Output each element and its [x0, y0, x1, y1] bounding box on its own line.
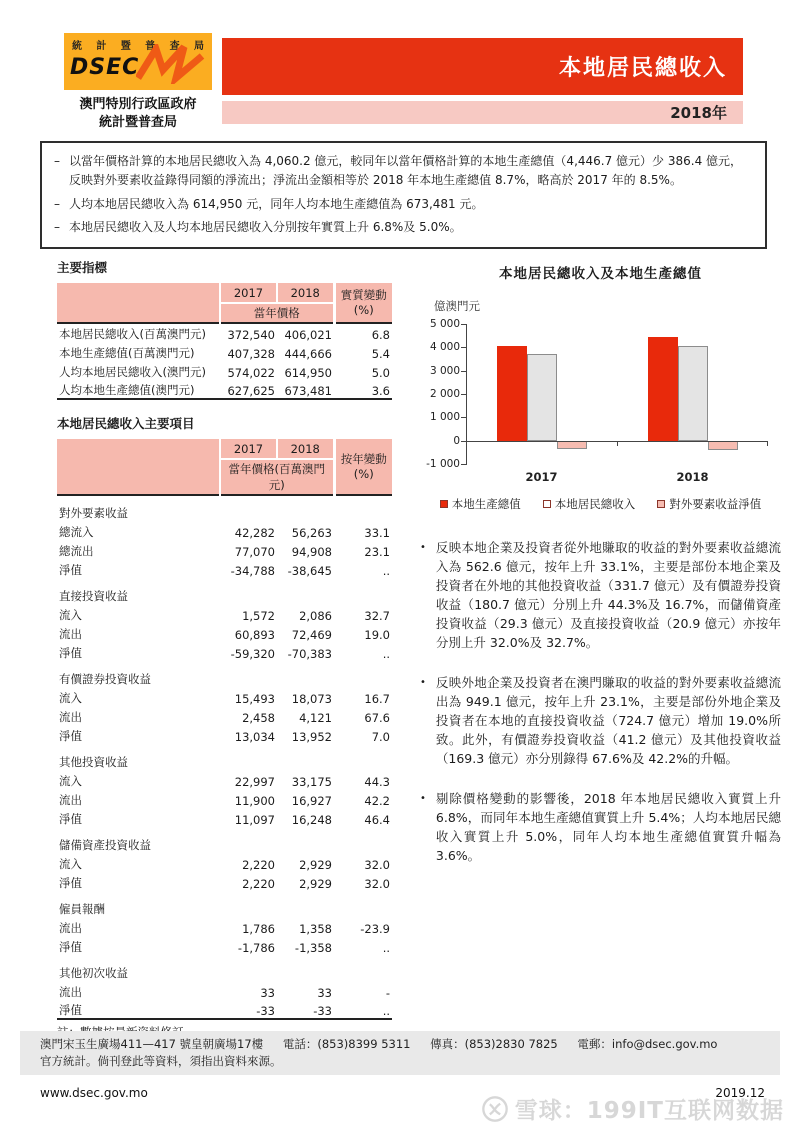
value-2018: 33	[317, 986, 332, 1000]
row-label: 流出	[59, 627, 82, 641]
table-row	[57, 361, 392, 380]
col-header-change	[334, 283, 392, 323]
row-label: 人均本地生產總值(澳門元)	[59, 383, 195, 397]
row-label: 淨值	[59, 646, 82, 660]
phone-label: 電話：	[282, 1037, 318, 1051]
analysis-bullet	[420, 789, 781, 865]
email-address: info@dsec.gov.mo	[611, 1037, 718, 1051]
summary-bullets	[54, 152, 751, 238]
table-row	[57, 521, 392, 540]
row-label: 總流出	[59, 544, 94, 558]
value-2017: 1,572	[242, 609, 275, 623]
x-category-label: 2018	[676, 470, 709, 484]
value-change: -	[385, 986, 390, 1000]
value-change: 6.8	[371, 328, 390, 342]
section-label: 對外要素收益	[59, 506, 128, 520]
table-row	[57, 540, 392, 559]
value-2018: 673,481	[284, 384, 332, 398]
y-tick-label: 2 000	[429, 388, 460, 400]
value-change: ..	[382, 941, 390, 955]
value-2017: -1,786	[237, 941, 275, 955]
row-label: 人均本地居民總收入(澳門元)	[59, 365, 206, 379]
value-2018: 94,908	[291, 545, 332, 559]
value-2017: 407,328	[227, 347, 275, 361]
issue-date: 2019.12	[715, 1086, 765, 1100]
value-2017: 372,540	[227, 328, 275, 342]
value-2018: 1,358	[299, 922, 332, 936]
y-tick-label: 5 000	[429, 318, 460, 330]
org-line1: 澳門特別行政區政府	[79, 97, 197, 112]
dash-marker: –	[54, 154, 60, 168]
chart-legend	[420, 496, 781, 512]
value-2017: 11,900	[234, 794, 275, 808]
table-row	[57, 687, 392, 706]
watermark-text: 雪球：199IT互联网数据	[514, 1098, 784, 1124]
value-change: 46.4	[364, 813, 390, 827]
value-change: 32.7	[364, 609, 390, 623]
value-2018: -70,383	[287, 647, 332, 661]
value-change: 7.0	[371, 730, 390, 744]
logo-top-char: 普	[145, 41, 156, 52]
legend-label: 本地居民總收入	[554, 497, 636, 511]
analysis-bullet-text: 反映本地企業及投資者從外地賺取的收益的對外要素收益總流入為 562.6 億元，按年上升 33.1%，主要是部份本地企業及投資者在外地的其他投資收益（331.7 億元）及有價證券投資收益（180.7 億元）分別上升 44.3%及 16.7%，而儲備資產投資收益（29.3 億元）及直接投資收益（20.9 億元）亦按年分別上升 32.0%及 32.7%。	[435, 540, 781, 650]
change-line2: (%)	[353, 302, 374, 317]
value-2018: 2,929	[299, 858, 332, 872]
value-2018: 56,263	[291, 526, 332, 540]
footer-address: 澳門宋玉生廣場411—417 號皇朝廣場17樓	[40, 1037, 264, 1051]
logo-top-char: 計	[96, 41, 107, 52]
table-row	[57, 706, 392, 725]
row-label: 淨值	[59, 1003, 82, 1017]
value-change: 44.3	[364, 775, 390, 789]
value-2017: 11,097	[234, 813, 275, 827]
value-2018: -33	[313, 1004, 332, 1018]
table-row	[57, 808, 392, 827]
table-row	[57, 917, 392, 936]
col-header-2018: 2018	[277, 439, 334, 459]
phone-number: (853)8399 5311	[317, 1037, 411, 1051]
section-label: 直接投資收益	[59, 589, 128, 603]
value-2017: -59,320	[230, 647, 275, 661]
bar-gdp	[497, 346, 527, 441]
footer-contact-box	[20, 1031, 780, 1075]
x-axis-tick	[767, 442, 768, 446]
summary-box	[40, 141, 767, 249]
summary-bullet-text: 以當年價格計算的本地居民總收入為 4,060.2 億元，較同年以當年價格計算的本地生產總值（4,446.7 億元）少 386.4 億元，反映對外要素收益錄得同額的淨流出；淨流出金額相等於 2018 年本地生產總值 8.7%，略高於 2017 年的 8.5%。	[69, 154, 743, 188]
value-2017: 1,786	[242, 922, 275, 936]
section-row	[57, 578, 392, 604]
subheader-current-prices: 當年價格(百萬澳門元)	[220, 459, 334, 495]
table-row	[57, 725, 392, 744]
table-row	[57, 642, 392, 661]
col-header-change	[334, 439, 392, 495]
value-change: 5.0	[371, 366, 390, 380]
value-2018: 16,927	[291, 794, 332, 808]
table-row	[57, 853, 392, 872]
bar-chart-plot	[426, 318, 768, 484]
section-row	[57, 955, 392, 981]
change-line2: (%)	[353, 466, 374, 481]
bar-gni	[678, 346, 708, 441]
table-row	[57, 380, 392, 399]
main-items-tbody	[57, 495, 392, 1019]
row-label: 本地居民總收入(百萬澳門元)	[59, 327, 206, 341]
y-axis-tick	[461, 371, 466, 372]
y-axis-tick	[461, 417, 466, 418]
legend-label: 本地生產總值	[451, 497, 521, 511]
value-2018: 4,121	[299, 711, 332, 725]
legend-item	[440, 496, 521, 512]
analysis-bullet	[420, 673, 781, 768]
section-label: 僱員報酬	[59, 902, 105, 916]
col-header-2017: 2017	[220, 439, 277, 459]
legend-marker	[543, 500, 551, 508]
left-column	[57, 258, 392, 1040]
y-axis-tick	[461, 324, 466, 325]
blank-header-cell	[57, 439, 220, 495]
y-axis-tick	[461, 464, 466, 465]
logo-top-char: 查	[169, 41, 180, 52]
key-indicators-tbody	[57, 323, 392, 399]
legend-label: 對外要素收益淨值	[669, 497, 762, 511]
bar-gni	[527, 354, 557, 441]
value-2017: 15,493	[234, 692, 275, 706]
row-label: 流出	[59, 710, 82, 724]
legend-marker	[657, 500, 665, 508]
y-tick-label: 0	[453, 434, 460, 447]
table-row	[57, 623, 392, 642]
row-label: 淨值	[59, 876, 82, 890]
fax-label: 傳真：	[430, 1037, 465, 1051]
value-2017: 2,220	[242, 877, 275, 891]
legend-marker	[440, 500, 448, 508]
table-row	[57, 604, 392, 623]
value-2018: 614,950	[284, 366, 332, 380]
value-2017: 13,034	[234, 730, 275, 744]
analysis-bullet-text: 剔除價格變動的影響後，2018 年本地居民總收入實質上升 6.8%，而同年本地生產總值實質上升 5.4%；人均本地居民總收入實質上升 5.0%，同年人均本地生產總值實質升幅為 3.6%。	[435, 791, 781, 863]
analysis-bullets	[420, 538, 781, 865]
title-banner	[222, 38, 743, 95]
section-row	[57, 495, 392, 521]
y-tick-label: 4 000	[429, 341, 460, 354]
table-row	[57, 936, 392, 955]
section-row	[57, 661, 392, 687]
row-label: 流出	[59, 921, 82, 935]
row-label: 淨值	[59, 729, 82, 743]
logo-top-char: 統	[72, 41, 82, 52]
row-label: 流出	[59, 985, 82, 999]
value-2018: 16,248	[291, 813, 332, 827]
section-row	[57, 891, 392, 917]
y-axis-tick	[461, 394, 466, 395]
value-change: 67.6	[364, 711, 390, 725]
org-line2: 統計暨普查局	[98, 115, 177, 131]
row-label: 流出	[59, 793, 82, 807]
value-change: 32.0	[364, 877, 390, 891]
table-row	[57, 770, 392, 789]
value-2018: 18,073	[291, 692, 332, 706]
logo-top-char: 暨	[120, 41, 131, 52]
year-banner	[222, 101, 743, 124]
value-change: -23.9	[360, 922, 390, 936]
value-2017: 60,893	[234, 628, 275, 642]
key-indicators-table	[57, 283, 392, 400]
value-change: 3.6	[371, 384, 390, 398]
value-change: 32.0	[364, 858, 390, 872]
logo-acronym: DSEC	[70, 55, 140, 80]
row-label: 流入	[59, 774, 82, 788]
bar-net	[708, 441, 738, 450]
x-category-label: 2017	[525, 470, 558, 484]
col-header-2018: 2018	[277, 283, 334, 303]
value-2017: 33	[260, 986, 275, 1000]
y-axis-tick	[461, 347, 466, 348]
value-change: 33.1	[364, 526, 390, 540]
dsec-logo	[64, 33, 212, 90]
right-column	[420, 258, 781, 886]
row-label: 流入	[59, 608, 82, 622]
value-2018: 2,929	[299, 877, 332, 891]
table-row	[57, 872, 392, 891]
y-tick-label: 1 000	[429, 411, 460, 424]
value-change: 19.0	[364, 628, 390, 642]
dash-marker: –	[54, 196, 60, 211]
dsec-logo-block	[55, 33, 221, 132]
main-items-table	[57, 439, 392, 1020]
bar-net	[557, 441, 587, 449]
report-title: 本地居民總收入	[558, 56, 727, 81]
value-change: 23.1	[364, 545, 390, 559]
org-name	[55, 96, 221, 132]
main-items-title: 本地居民總收入主要項目	[57, 416, 195, 431]
email-label: 電郵：	[577, 1037, 612, 1051]
value-2018: 444,666	[284, 347, 332, 361]
value-2018: 72,469	[291, 628, 332, 642]
value-2017: -33	[256, 1004, 275, 1018]
row-label: 流入	[59, 691, 82, 705]
change-line1: 按年變動	[340, 452, 387, 467]
section-label: 有價證券投資收益	[59, 672, 151, 686]
summary-bullet	[54, 152, 751, 191]
row-label: 流入	[59, 857, 82, 871]
bar-gdp	[648, 337, 678, 441]
table-row	[57, 559, 392, 578]
logo-top-char: 局	[193, 41, 204, 52]
dash-marker: –	[54, 220, 60, 235]
chart-title: 本地居民總收入及本地生產總值	[499, 266, 702, 282]
value-change: ..	[382, 1004, 390, 1018]
bullet-marker: •	[420, 793, 426, 804]
lightning-zigzag-icon	[136, 44, 208, 84]
summary-bullet-text: 人均本地居民總收入為 614,950 元，同年人均本地生產總值為 673,481 元。	[69, 196, 484, 211]
value-change: 5.4	[371, 347, 390, 361]
legend-item	[657, 496, 761, 512]
section-row	[57, 827, 392, 853]
fax-number: (853)2830 7825	[464, 1037, 558, 1051]
value-2018: 2,086	[299, 609, 332, 623]
analysis-bullet	[420, 538, 781, 652]
row-label: 淨值	[59, 940, 82, 954]
value-2018: -38,645	[287, 564, 332, 578]
value-2017: 2,220	[242, 858, 275, 872]
y-tick-label: -1 000	[426, 458, 460, 470]
y-tick-label: 3 000	[429, 364, 460, 377]
value-change: 16.7	[364, 692, 390, 706]
xueqiu-logo-icon	[481, 1095, 509, 1123]
value-2017: 2,458	[242, 711, 275, 725]
bullet-marker: •	[420, 542, 426, 553]
value-2017: 42,282	[234, 526, 275, 540]
value-change: ..	[382, 564, 390, 578]
value-2017: 574,022	[227, 366, 275, 380]
table-row	[57, 981, 392, 1000]
key-indicators-title: 主要指標	[57, 260, 108, 275]
row-label: 本地生產總值(百萬澳門元)	[59, 346, 195, 360]
footer-official-note: 官方統計。倘刊登此等資料，須指出資料來源。	[40, 1053, 282, 1068]
section-label: 儲備資產投資收益	[59, 838, 151, 852]
report-year: 2018年	[670, 104, 727, 122]
summary-bullet	[54, 218, 751, 237]
col-header-2017: 2017	[220, 283, 277, 303]
table-row	[57, 1000, 392, 1019]
summary-bullet-text: 本地居民總收入及人均本地居民總收入分別按年實質上升 6.8%及 5.0%。	[69, 220, 462, 235]
value-2018: -1,358	[294, 941, 332, 955]
footer-contact-line	[40, 1036, 760, 1053]
value-2017: 22,997	[234, 775, 275, 789]
website-url: www.dsec.gov.mo	[40, 1086, 148, 1100]
chart-y-axis-label: 億澳門元	[434, 299, 480, 313]
table-row	[57, 789, 392, 808]
row-label: 淨值	[59, 812, 82, 826]
value-2018: 406,021	[284, 328, 332, 342]
value-2018: 33,175	[291, 775, 332, 789]
value-2017: 77,070	[234, 545, 275, 559]
value-2017: 627,625	[227, 384, 275, 398]
summary-bullet	[54, 195, 751, 214]
section-row	[57, 744, 392, 770]
value-2018: 13,952	[291, 730, 332, 744]
y-axis-line	[466, 324, 467, 465]
analysis-bullet-text: 反映外地企業及投資者在澳門賺取的收益的對外要素收益總流出為 949.1 億元，按年上升 23.1%，主要是部份外地企業及投資者在本地的直接投資收益（724.7 億元）增加 19.0%所致。此外，有價證券投資收益（41.2 億元）及其他投資收益（169.3 億元）亦分別錄得 67.6%及 42.2%的升幅。	[435, 675, 781, 766]
value-2017: -34,788	[230, 564, 275, 578]
change-line1: 實質變動	[340, 288, 387, 303]
x-axis-tick	[617, 442, 618, 446]
table-row	[57, 323, 392, 342]
table-row	[57, 342, 392, 361]
value-change: ..	[382, 647, 390, 661]
row-label: 總流入	[59, 525, 94, 539]
blank-header-cell	[57, 283, 220, 323]
value-change: 42.2	[364, 794, 390, 808]
bullet-marker: •	[420, 677, 426, 688]
row-label: 淨值	[59, 563, 82, 577]
section-label: 其他初次收益	[59, 966, 128, 980]
subheader-current-prices: 當年價格	[220, 303, 334, 323]
legend-item	[543, 496, 636, 512]
section-label: 其他投資收益	[59, 755, 128, 769]
watermark	[481, 1092, 784, 1125]
